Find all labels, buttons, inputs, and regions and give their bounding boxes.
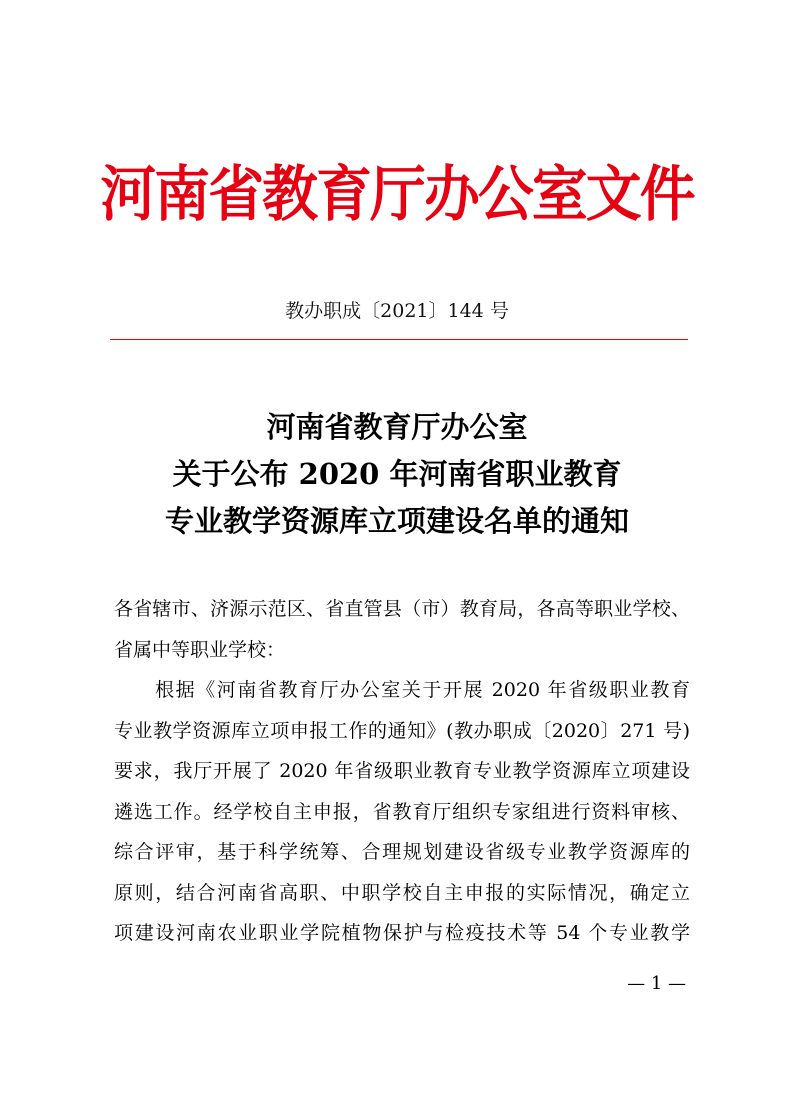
paragraph-line: 原则，结合河南省高职、中职学校自主申报的实际情况，确定立: [114, 881, 690, 904]
body-text: [114, 589, 690, 954]
recipient-line: 各省辖市、济源示范区、省直管县（市）教育局，各高等职业学校、: [114, 598, 690, 620]
agency-header-title: 河南省教育厅办公室文件: [100, 160, 694, 230]
paragraph-line: 专业教学资源库立项申报工作的通知》(教办职成〔2020〕271 号): [114, 719, 690, 742]
paragraph-line: 根据《河南省教育厅办公室关于开展 2020 年省级职业教育: [114, 679, 690, 701]
paragraph-line: 综合评审，基于科学统筹、合理规划建设省级专业教学资源库的: [114, 841, 690, 863]
red-divider-line: [110, 339, 688, 340]
paragraph-line: 要求，我厅开展了 2020 年省级职业教育专业教学资源库立项建设: [114, 760, 690, 782]
page-number: — 1 —: [627, 973, 686, 994]
paragraph-line: 项建设河南农业职业学院植物保护与检疫技术等 54 个专业教学: [114, 922, 690, 944]
paragraph-line: 遴选工作。经学校自主申报，省教育厅组织专家组进行资料审核、: [114, 800, 690, 823]
document-title: [0, 404, 794, 545]
title-line: 关于公布 2020 年河南省职业教育: [172, 457, 622, 491]
recipient-line: 省属中等职业学校：: [114, 638, 286, 661]
title-line: 河南省教育厅办公室: [266, 410, 528, 444]
title-line: 专业教学资源库立项建设名单的通知: [164, 504, 629, 538]
document-number: 教办职成〔2021〕144 号: [285, 300, 509, 322]
